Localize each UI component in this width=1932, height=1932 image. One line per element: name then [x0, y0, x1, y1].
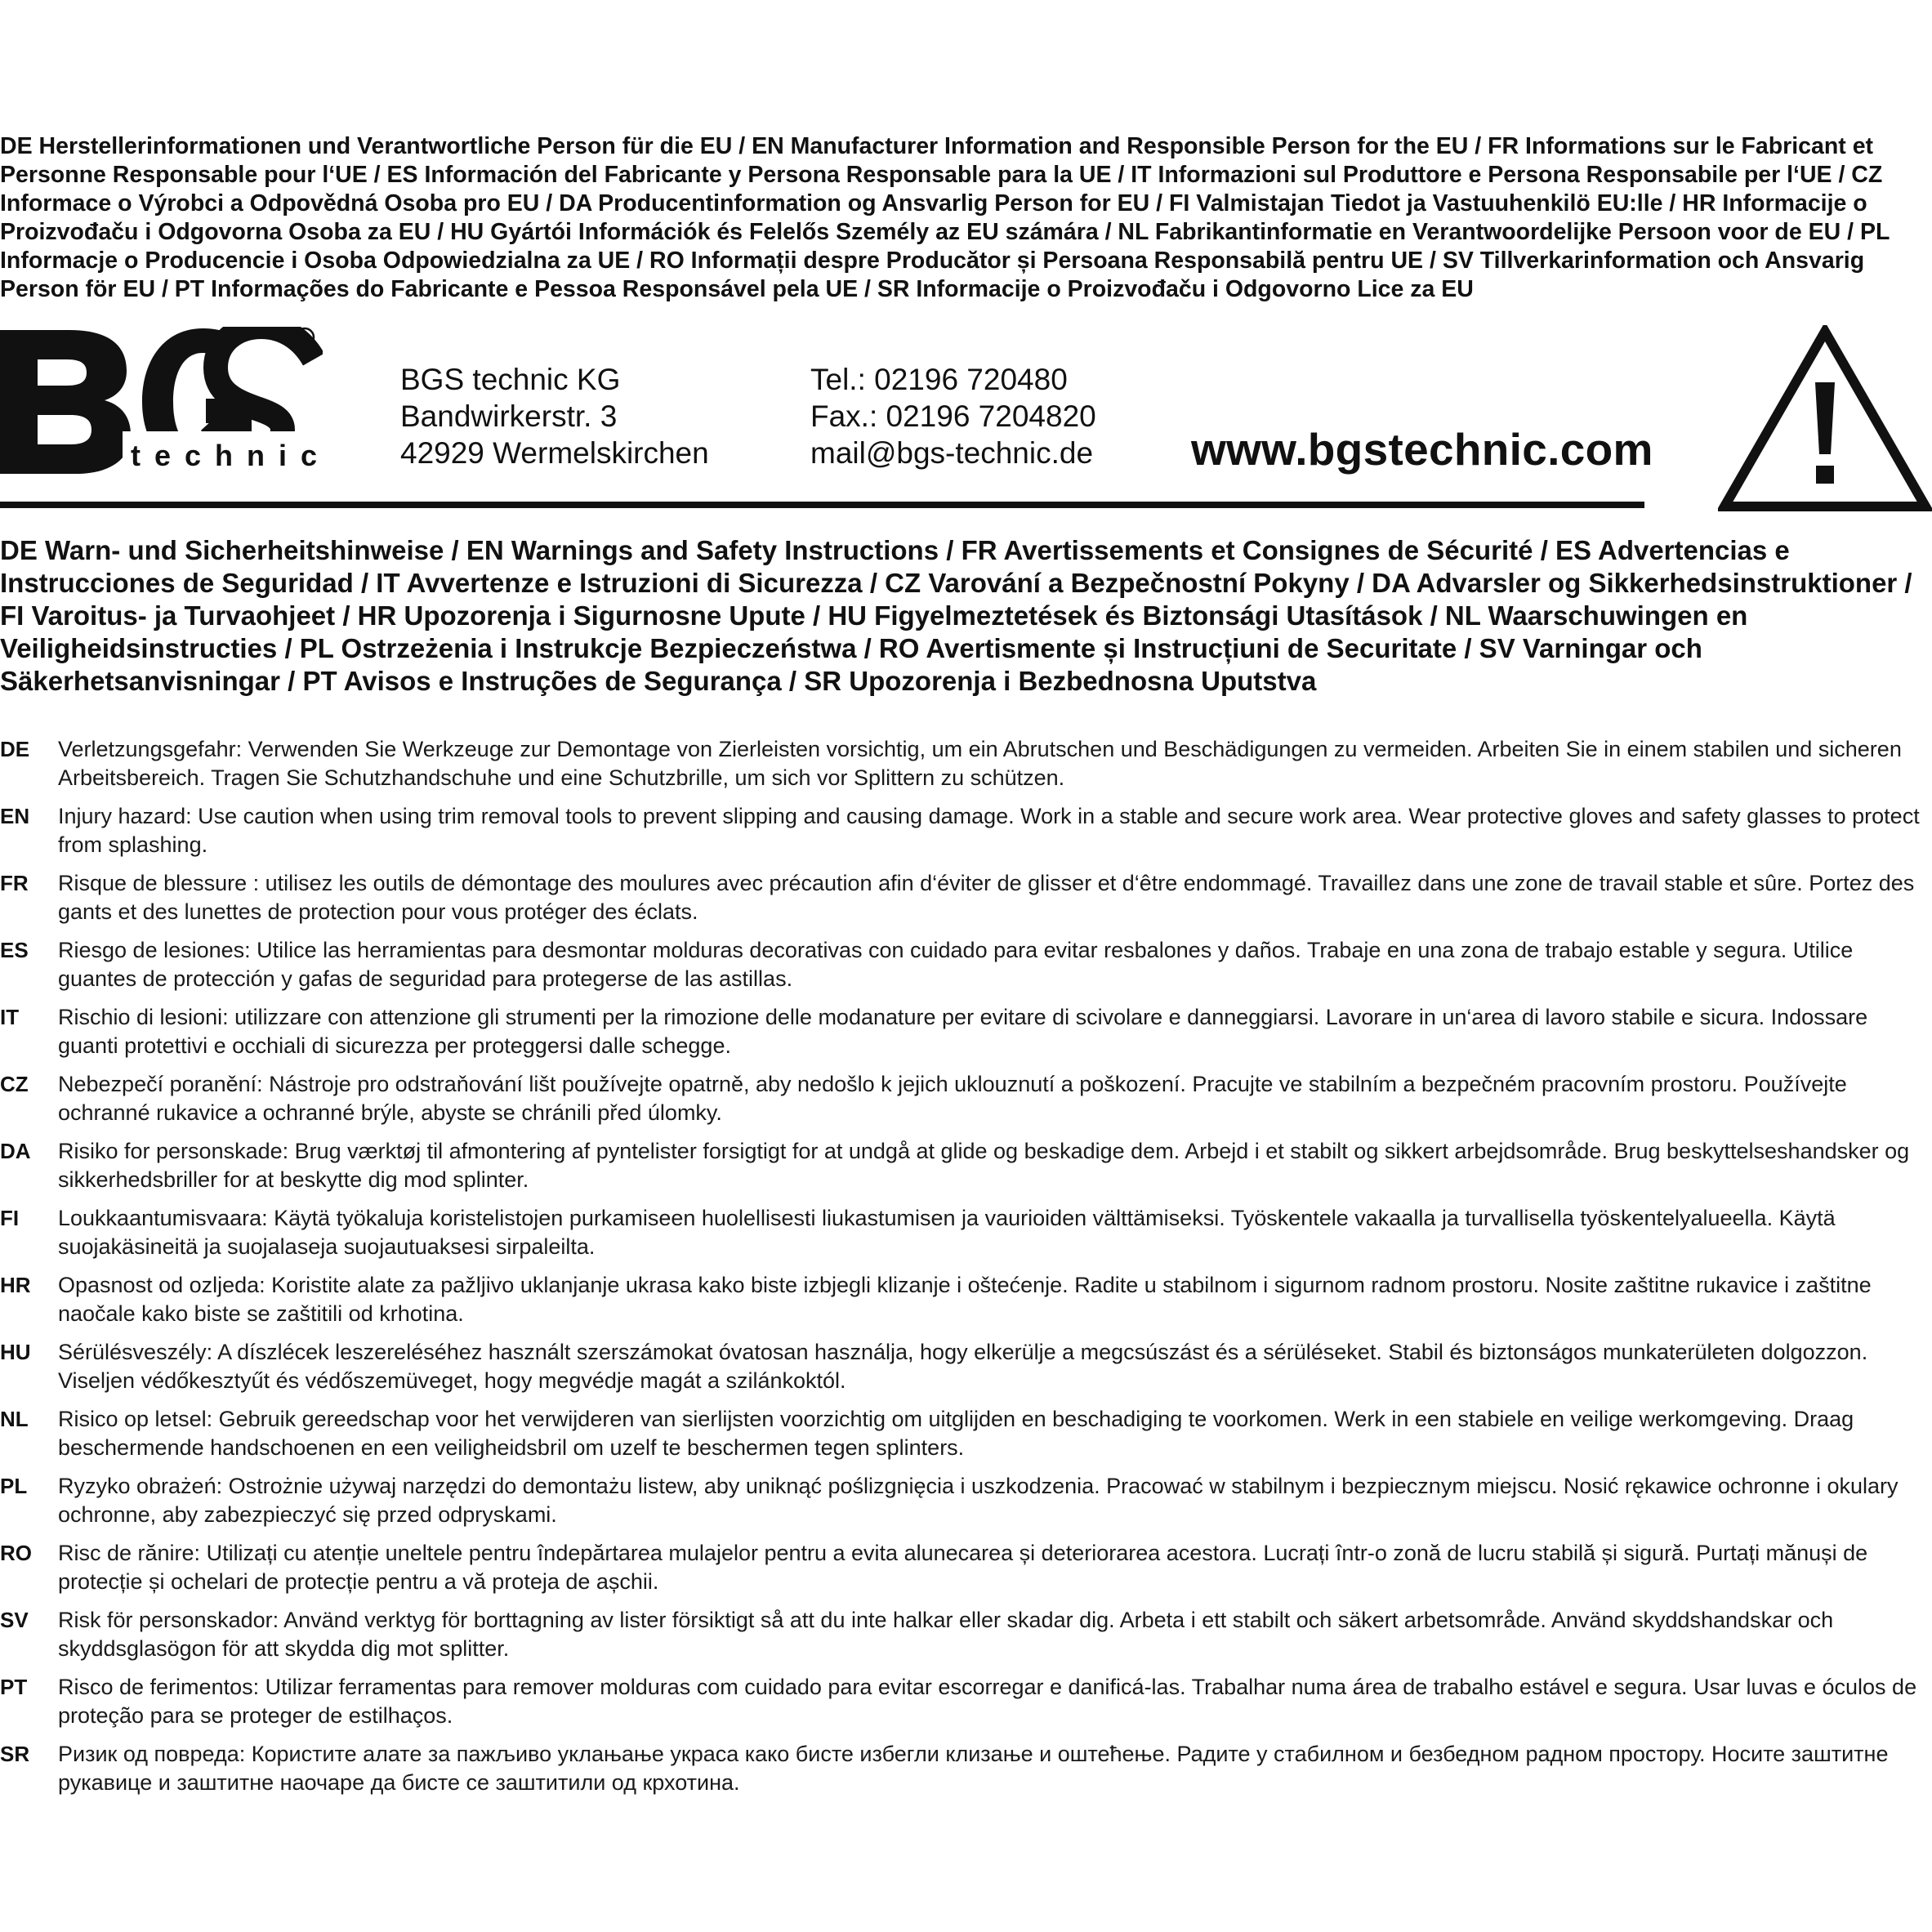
language-code: ES [0, 938, 29, 962]
language-code: PL [0, 1474, 28, 1498]
instruction-text: Risco de ferimentos: Utilizar ferramentas para remover molduras com cuidado para evitar escorregar e danificá-las. Trabalhar numa área de trabalho estável e segura. Usar luvas e óculos de proteção para se proteger de estilhaços. [58, 1675, 1917, 1728]
instruction-text: Risico op letsel: Gebruik gereedschap voor het verwijderen van sierlijsten voorzichtig om uitglijden en beschadiging te voorkomen. Werk in een stabiele en veilige werkomgeving. Draag beschermende handschoenen en een veiligheidsbril om uzelf te beschermen tegen splinters. [58, 1407, 1854, 1460]
warnings-heading: DE Warn- und Sicherheitshinweise / EN Warnings and Safety Instructions / FR Avertissements et Consignes de Sécurité / ES Advertencias e Instrucciones de Seguridad / IT Avvertenze e Istruzioni di Sicurezza / CZ Varování a Bezpečnostní Pokyny / DA Advarsler og Sikkerhedsinstruktioner / FI Varoitus- ja Turvaohjeet / HR Upozorenja i Sigurnosne Upute / HU Figyelmeztetések és Biztonsági Utasítások / NL Waarschuwingen en Veiligheidsinstructies / PL Ostrzeżenia i Instrukcje Bezpieczeństwa / RO Avertismente și Instrucțiuni de Securitate / SV Varningar och Säkerhetsanvisningar / PT Avisos e Instruções de Segurança / SR Upozorenja i Bezbednosna Uputstva [0, 535, 1912, 696]
instruction-text: Sérülésveszély: A díszlécek leszereléséhez használt szerszámokat óvatosan használja, hogy elkerülje a megcsúszást és a sérüléseket. Stabil és biztonságos munkaterületen dolgozzon. Viseljen védőkesztyűt és védőszemüveget, hogy megvédje magát a szilánkoktól. [58, 1340, 1868, 1393]
warning-triangle-icon [1718, 325, 1932, 517]
company-city: 42929 Wermelskirchen [400, 436, 709, 470]
language-code: RO [0, 1541, 32, 1565]
instruction-text: Verletzungsgefahr: Verwenden Sie Werkzeuge zur Demontage von Zierleisten vorsichtig, um ein Abrutschen und Beschädigungen zu vermeiden. Arbeiten Sie in einem stabilen und sicheren Arbeitsbereich. Tragen Sie Schutzhandschuhe und eine Schutzbrille, um sich vor Splittern zu schützen. [58, 737, 1902, 790]
bgs-logo [0, 327, 332, 474]
language-code: DE [0, 737, 30, 761]
language-code: HR [0, 1273, 31, 1297]
language-code: NL [0, 1407, 29, 1431]
language-code: FR [0, 871, 29, 895]
instruction-text: Ryzyko obrażeń: Ostrożnie używaj narzędzi do demontażu listew, aby uniknąć poślizgnięcia i uszkodzenia. Pracować w stabilnym i bezpiecznym miejscu. Nosić rękawice ochronne i okulary ochronne, aby zabezpieczyć się przed odpryskami. [58, 1474, 1899, 1527]
instruction-text: Risque de blessure : utilisez les outils de démontage des moulures avec précaution afin d‘éviter de glisser et d‘être endommagé. Travaillez dans une zone de travail stable et sûre. Portez des gants et des lunettes de protection pour vous protéger des éclats. [58, 871, 1915, 924]
instruction-text: Riesgo de lesiones: Utilice las herramientas para desmontar molduras decorativas con cuidado para evitar resbalones y daños. Trabaje en una zona de trabajo estable y segura. Utilice guantes de protección y gafas de seguridad para protegerse de las astillas. [58, 938, 1854, 991]
instruction-text: Injury hazard: Use caution when using trim removal tools to prevent slipping and causing damage. Work in a stable and secure work area. Wear protective gloves and safety glasses to protect from splashing. [58, 804, 1920, 857]
phone-number: Tel.: 02196 720480 [810, 363, 1068, 396]
company-name: BGS technic KG [400, 363, 621, 396]
website-link[interactable]: www.bgstechnic.com [1191, 424, 1653, 475]
svg-text:R: R [300, 332, 310, 346]
instruction-text: Risk för personskador: Använd verktyg för borttagning av lister försiktigt så att du inte halkar eller skadar dig. Arbeta i ett stabilt och säkert arbetsområde. Använd skyddshandskar och skyddsglasögon för att skydda dig mot splitter. [58, 1608, 1834, 1661]
manufacturer-info-heading: DE Herstellerinformationen und Verantwortliche Person für die EU / EN Manufacturer Information and Responsible Person for the EU / FR Informations sur le Fabricant et Personne Responsable pour l‘UE / ES Información del Fabricante y Persona Responsable para la UE / IT Informazioni sul Produttore e Persona Responsabile per l‘UE / CZ Informace o Výrobci a Odpovědná Osoba pro EU / DA Producentinformation og Ansvarlig Person for EU / FI Valmistajan Tiedot ja Vastuuhenkilö EU:lle / HR Informacije o Proizvođaču i Odgovorna Osoba za EU / HU Gyártói Információk és Felelős Személy az EU számára / NL Fabrikantinformatie en Verantwoordelijke Persoon voor de EU / PL Informacje o Producencie i Osoba Odpowiedzialna za UE / RO Informații despre Producător și Persoana Responsabilă pentru UE / SV Tillverkarinformation och Ansvarig Person för EU / PT Informações do Fabricante e Pessoa Responsável pela UE / SR Informacije o Proizvođaču i Odgovorno Lice za EU [0, 133, 1890, 302]
language-code: FI [0, 1206, 20, 1230]
language-code: SV [0, 1608, 29, 1632]
language-code: IT [0, 1005, 20, 1029]
email-address[interactable]: mail@bgs-technic.de [810, 436, 1094, 470]
fax-number: Fax.: 02196 7204820 [810, 399, 1096, 433]
instruction-text: Rischio di lesioni: utilizzare con attenzione gli strumenti per la rimozione delle modanature per evitare di scivolare e danneggiarsi. Lavorare in un‘area di lavoro stabile e sicura. Indossare guanti protettivi e occhiali di sicurezza per proteggersi dalle schegge. [58, 1005, 1868, 1058]
language-code: HU [0, 1340, 31, 1364]
instruction-text: Risc de rănire: Utilizați cu atenție uneltele pentru îndepărtarea mulajelor pentru a evita alunecarea și deteriorarea acestora. Lucrați într-o zonă de lucru stabilă și sigură. Purtați mănuși de protecție și ochelari de protecție pentru a vă proteja de așchii. [58, 1541, 1868, 1594]
instruction-text: Ризик од повреда: Користите алате за пажљиво уклањање украса како бисте избегли клизање и оштећење. Радите у стабилном и безбедном радном простору. Носите заштитне рукавице и заштитне наочаре да бисте се заштитили од крхотина. [58, 1742, 1889, 1795]
company-contact [810, 361, 1096, 471]
logo-wordmark: technic [131, 439, 332, 472]
language-code: SR [0, 1742, 30, 1766]
language-code: CZ [0, 1072, 29, 1096]
instruction-text: Opasnost od ozljeda: Koristite alate za pažljivo uklanjanje ukrasa kako biste izbjegli klizanje i oštećenje. Radite u stabilnom i sigurnom radnom prostoru. Nosite zaštitne rukavice i zaštitne naočale kako biste se zaštitili od krhotina. [58, 1273, 1872, 1326]
language-code: DA [0, 1139, 31, 1163]
section-divider [0, 502, 1644, 508]
instruction-text: Loukkaantumisvaara: Käytä työkaluja koristelistojen purkamiseen huolellisesti liukastumisen ja vaurioiden välttämiseksi. Työskentele vakaalla ja turvallisella työskentelyalueella. Käytä suojakäsineitä ja suojalaseja suojautuaksesi sirpaleilta. [58, 1206, 1836, 1259]
company-street: Bandwirkerstr. 3 [400, 399, 618, 433]
language-code: EN [0, 804, 30, 828]
instruction-text: Nebezpečí poranění: Nástroje pro odstraňování lišt používejte opatrně, aby nedošlo k jejich uklouznutí a poškození. Pracujte ve stabilním a bezpečném pracovním prostoru. Používejte ochranné rukavice a ochranné brýle, abyste se chránili před úlomky. [58, 1072, 1847, 1125]
language-code: PT [0, 1675, 28, 1699]
instruction-text: Risiko for personskade: Brug værktøj til afmontering af pyntelister forsigtigt for at undgå at glide og beskadige dem. Arbejd i et stabilt og sikkert arbejdsområde. Brug beskyttelseshandsker og sikkerhedsbriller for at beskytte dig mod splinter. [58, 1139, 1910, 1192]
company-address [400, 361, 709, 471]
